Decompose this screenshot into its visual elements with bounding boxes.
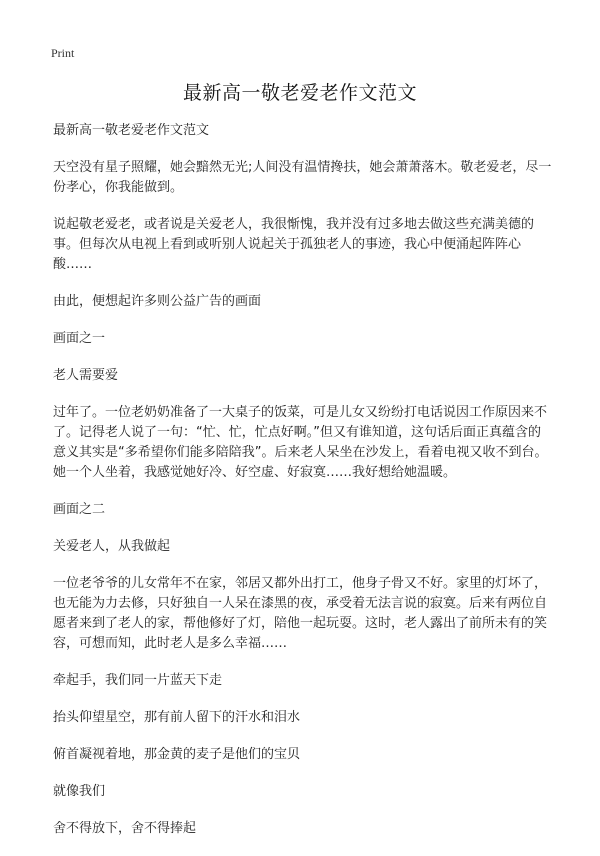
section-heading-scene-two: 画面之二	[53, 502, 106, 517]
paragraph-scene-two: 一位老爷爷的儿女常年不在家，邻居又都外出打工，他身子骨又不好。家里的灯坏了，也无能为力去修，只好独自一人呆在漆黑的夜，承受着无法言说的寂寞。后来有两位自愿者来到了老人的家，帮他修好了灯，陪他一起玩耍。这时，老人露出了前所未有的笑容，可想而知，此时老人是多么幸福……	[53, 576, 548, 651]
paragraph-scene-one: 过年了。一位老奶奶准备了一大桌子的饭菜，可是儿女又纷纷打电话说因工作原因来不了。记得老人说了一句：“忙、忙，忙点好啊。”但又有谁知道，这句话后面正真蕴含的意义其实是“多希望你们能多陪陪我”。后来老人呆坐在沙发上，看着电视又收不到台。她一个人坐着，我感觉她好冷、好空虚、好寂寞……我好想给她温暖。	[53, 405, 548, 480]
section-subheading-scene-two: 关爱老人，从我做起	[53, 539, 171, 554]
paragraph-reflection: 说起敬老爱老，或者说是关爱老人，我很惭愧，我并没有过多地去做这些充满美德的事。但每次从电视上看到或听别人说起关于孤独老人的事迹，我心中便涌起阵阵心酸……	[53, 217, 535, 272]
section-heading-scene-one: 画面之一	[53, 331, 106, 346]
print-link[interactable]: Print	[51, 46, 75, 60]
verse-line: 俯首凝视着地，那金黄的麦子是他们的宝贝	[53, 747, 301, 762]
article-subtitle: 最新高一敬老爱老作文范文	[53, 123, 210, 138]
verse-line: 抬头仰望星空，那有前人留下的汗水和泪水	[53, 710, 301, 725]
verse-line: 舍不得放下，舍不得捧起	[53, 821, 197, 836]
verse-line: 就像我们	[53, 784, 106, 799]
paragraph-lead-in: 由此，便想起许多则公益广告的画面	[53, 294, 262, 309]
section-subheading-scene-one: 老人需要爱	[53, 368, 119, 383]
verse-line: 牵起手，我们同一片蓝天下走	[53, 673, 223, 688]
article-body	[53, 121, 553, 856]
page-title: 最新高一敬老爱老作文范文	[182, 82, 417, 104]
paragraph-intro: 天空没有星子照耀，她会黯然无光;人间没有温情搀扶，她会萧萧落木。敬老爱老，尽一份孝心，你我能做到。	[53, 160, 552, 195]
